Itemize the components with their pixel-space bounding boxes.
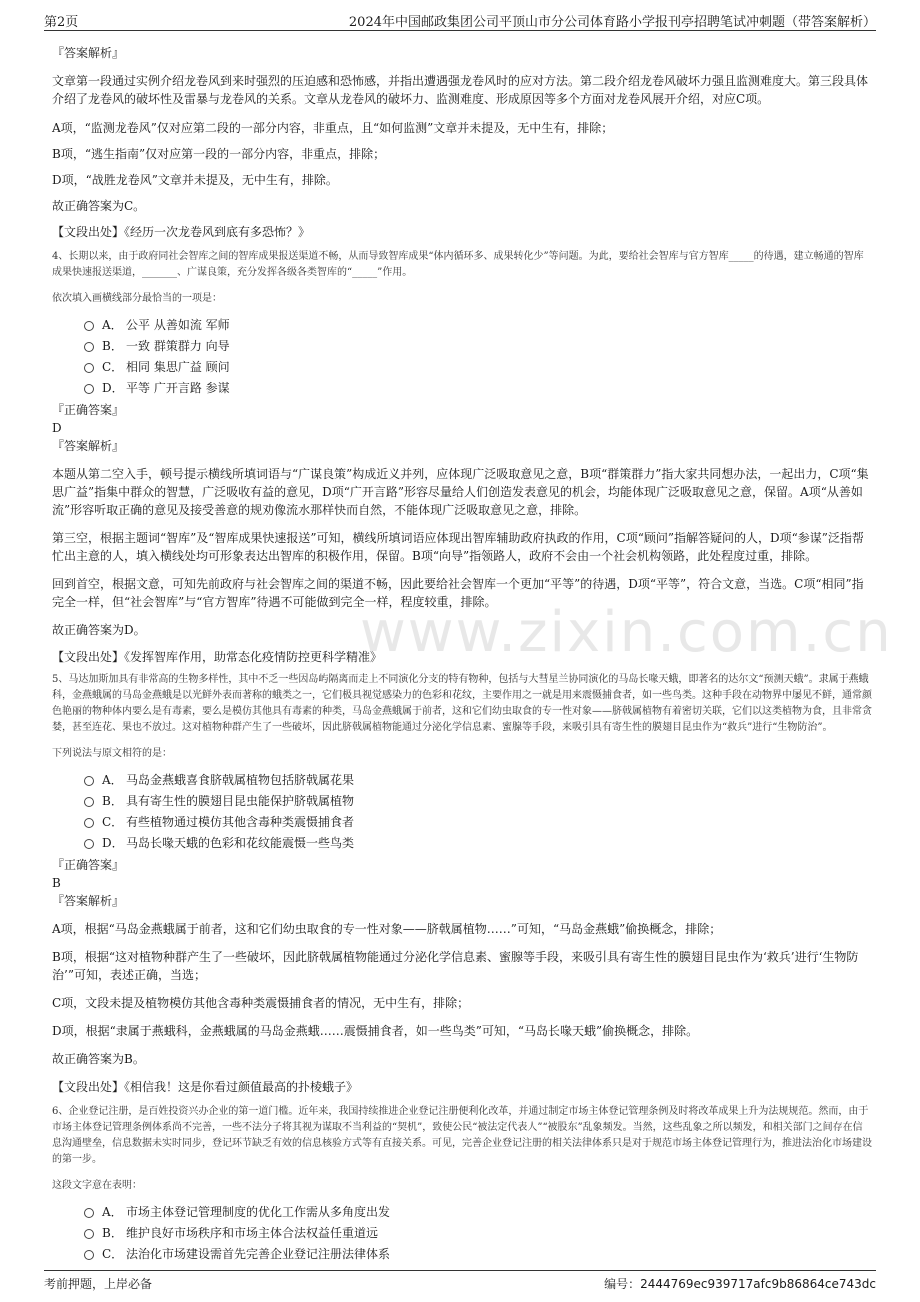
- option-text: 维护良好市场秩序和市场主体合法权益任重道远: [126, 1226, 379, 1240]
- option-text: 一致 群策群力 向导: [126, 339, 230, 353]
- q5-option-a-analysis: A项，根据“马岛金燕蛾属于前者，这和它们幼虫取食的专一性对象——脐戟属植物……”可知，“马岛金燕蛾”偷换概念，排除；: [52, 922, 722, 936]
- radio-icon[interactable]: [84, 818, 94, 828]
- q5-prompt: 下列说法与原文相符的是：: [52, 748, 172, 759]
- q5-answer-label: 『正确答案』: [52, 858, 125, 872]
- option-text: 市场主体登记管理制度的优化工作需从多角度出发: [126, 1205, 391, 1219]
- q4-option-a[interactable]: [84, 315, 872, 336]
- q5-source: 【文段出处】《相信我！这是你看过颜值最高的扑棱蛾子》: [52, 1080, 359, 1094]
- q4-analysis-1: 本题从第二空入手，顿号提示横线所填词语与“广谋良策”构成近义并列，应体现广泛吸取意见之意，B项“群策群力”指大家共同想办法，一起出力，C项“集思广益”指集中群众的智慧，广泛吸收有益的意见，D项“广开言路”形容尽量给人们创造发表意见的机会，均能体现广泛吸取意见之意，保留。A项“从善如流”形容听取正确的意见及接受善意的规劝像流水那样快而自然，不能体现广泛吸取意见之意，排除。: [52, 467, 869, 517]
- q4-conclusion: 故正确答案为D。: [52, 623, 146, 637]
- option-text: 法治化市场建设需首先完善企业登记注册法律体系: [126, 1247, 391, 1261]
- q4-source: 【文段出处】《发挥智库作用，助常态化疫情防控更科学精准》: [52, 650, 383, 664]
- q3-conclusion: 故正确答案为C。: [52, 199, 146, 213]
- q3-option-b-analysis: B项，“逃生指南”仅对应第一段的一部分内容，非重点，排除；: [52, 147, 386, 161]
- option-letter: A．: [102, 318, 123, 332]
- document-id: 编号：2444769ec939717afc9b86864ce743dc: [604, 1277, 876, 1291]
- q5-option-c-analysis: C项，文段未提及植物模仿其他含毒种类震慑捕食者的情况，无中生有，排除；: [52, 996, 470, 1010]
- page-footer: [44, 1270, 876, 1291]
- option-text: 公平 从善如流 军师: [126, 318, 230, 332]
- option-letter: C．: [102, 360, 124, 374]
- q5-option-b-analysis: B项，根据“这对植物种群产生了一些破坏，因此脐戟属植物能通过分泌化学信息素、蜜腺等手段，来吸引具有寄生性的膜翅目昆虫作为‘救兵’进行‘生物防治’”可知，表述正确，当选；: [52, 950, 859, 982]
- radio-icon[interactable]: [84, 776, 94, 786]
- option-text: 具有寄生性的膜翅目昆虫能保护脐戟属植物: [126, 794, 355, 808]
- watermark: www.zixin.com.cn: [360, 600, 893, 665]
- q4-question: 4、长期以来，由于政府同社会智库之间的智库成果报送渠道不畅，从而导致智库成果“体内循环多、成果转化少”等问题。为此，要给社会智库与官方智库_____的待遇，建立畅通的智库成果快速报送渠道，_______、广谋良策，充分发挥各级各类智库的“_____”作用。: [52, 251, 864, 278]
- option-letter: D．: [102, 836, 124, 850]
- q5-option-a[interactable]: [84, 770, 872, 791]
- option-text: 马岛金燕蛾喜食脐戟属植物包括脐戟属花果: [126, 773, 355, 787]
- radio-icon[interactable]: [84, 797, 94, 807]
- option-text: 马岛长喙天蛾的色彩和花纹能震慑一些鸟类: [126, 836, 355, 850]
- q5-analysis-label: 『答案解析』: [52, 894, 125, 908]
- q4-option-d[interactable]: [84, 378, 872, 399]
- radio-icon[interactable]: [84, 363, 94, 373]
- document-body: [52, 40, 872, 1265]
- option-text: 平等 广开言路 参谋: [126, 381, 230, 395]
- q6-option-b[interactable]: [84, 1223, 872, 1244]
- radio-icon[interactable]: [84, 384, 94, 394]
- page-number: 第2页: [44, 15, 79, 30]
- q6-prompt: 这段文字意在表明：: [52, 1180, 142, 1191]
- q3-source: 【文段出处】《经历一次龙卷风到底有多恐怖？》: [52, 225, 311, 239]
- q6-option-a[interactable]: [84, 1202, 872, 1223]
- q4-analysis-3: 回到首空，根据文意，可知先前政府与社会智库之间的渠道不畅，因此要给社会智库一个更加“平等”的待遇，D项“平等”，符合文意，当选。C项“相同”指完全一样，但“社会智库”与“官方智库”待遇不可能做到完全一样，程度较重，排除。: [52, 577, 864, 609]
- q5-option-d-analysis: D项，根据“隶属于燕蛾科，金燕蛾属的马岛金燕蛾……震慑捕食者，如一些鸟类”可知，“马岛长喙天蛾”偷换概念，排除。: [52, 1024, 699, 1038]
- radio-icon[interactable]: [84, 321, 94, 331]
- option-letter: B．: [102, 1226, 123, 1240]
- q3-analysis-text: 文章第一段通过实例介绍龙卷风到来时强烈的压迫感和恐怖感，并指出遭遇强龙卷风时的应对方法。第二段介绍龙卷风破坏力强且监测难度大。第三段具体介绍了龙卷风的破坏性及雷暴与龙卷风的关系。文章从龙卷风的破坏力、监测难度、形成原因等多个方面对龙卷风展开介绍，对应C项。: [52, 74, 869, 106]
- q5-conclusion: 故正确答案为B。: [52, 1052, 145, 1066]
- option-letter: A．: [102, 773, 123, 787]
- q5-option-b[interactable]: [84, 791, 872, 812]
- option-letter: A．: [102, 1205, 123, 1219]
- q6-option-c[interactable]: [84, 1244, 872, 1265]
- q6-options: [52, 1202, 872, 1265]
- radio-icon[interactable]: [84, 839, 94, 849]
- q4-options: [52, 315, 872, 399]
- radio-icon[interactable]: [84, 1250, 94, 1260]
- q4-option-c[interactable]: [84, 357, 872, 378]
- option-letter: B．: [102, 794, 123, 808]
- document-title: 2024年中国邮政集团公司平顶山市分公司体育路小学报刊亭招聘笔试冲刺题（带答案解析）: [348, 15, 876, 30]
- radio-icon[interactable]: [84, 342, 94, 352]
- option-letter: B．: [102, 339, 123, 353]
- q4-prompt: 依次填入画横线部分最恰当的一项是：: [52, 293, 222, 304]
- q4-analysis-label: 『答案解析』: [52, 439, 125, 453]
- q5-option-c[interactable]: [84, 812, 872, 833]
- option-letter: C．: [102, 815, 124, 829]
- option-letter: C．: [102, 1247, 124, 1261]
- footer-slogan: 考前押题，上岸必备: [44, 1277, 153, 1291]
- q3-analysis-label: 『答案解析』: [52, 46, 125, 60]
- q4-option-b[interactable]: [84, 336, 872, 357]
- q5-answer: B: [52, 876, 61, 890]
- q5-options: [52, 770, 872, 854]
- q6-question: 6、企业登记注册，是百姓投资兴办企业的第一道门槛。近年来，我国持续推进企业登记注册便利化改革，并通过制定市场主体登记管理条例及时将改革成果上升为法规规范。然而，由于市场主体登记管理条例体系尚不完善，一些不法分子将其视为谋取不当利益的“契机”，致使公民“被法定代表人”“被股东”乱象频发。当然，这些乱象之所以频发，和相关部门之间存在信息沟通壁垒，信息数据未实时同步，登记环节缺乏有效的信息核验方式等有直接关系。可见，完善企业登记注册的相关法律体系只是对于规范市场主体登记管理行为，推进法治化市场建设的第一步。: [52, 1106, 872, 1165]
- q3-option-d-analysis: D项，“战胜龙卷风”文章并未提及，无中生有，排除。: [52, 173, 338, 187]
- option-text: 相同 集思广益 顾问: [126, 360, 230, 374]
- option-text: 有些植物通过模仿其他含毒种类震慑捕食者: [126, 815, 355, 829]
- q4-answer-label: 『正确答案』: [52, 403, 125, 417]
- q4-answer: D: [52, 421, 62, 435]
- q4-analysis-2: 第三空，根据主题词“智库”及“智库成果快速报送”可知，横线所填词语应体现出智库辅助政府执政的作用，C项“顾问”指解答疑问的人，D项“参谋”泛指帮忙出主意的人，填入横线处均可形象表达出智库的积极作用，保留。B项“向导”指领路人，政府不会由一个社会机构领路，此处程度过重，排除。: [52, 531, 864, 563]
- q5-question: 5、马达加斯加具有非常高的生物多样性，其中不乏一些因岛屿隔离而走上不同演化分支的特有物种，包括与大彗星兰协同演化的马岛长喙天蛾，即著名的达尔文“预测天蛾”。隶属于燕蛾科，金燕蛾属的马岛金燕蛾是以光鲜外表而著称的蛾类之一，它们极具视觉感染力的色彩和花纹，主要作用之一就是用来震慑捕食者，如一些鸟类。这种手段在动物界中屡见不鲜，通常颜色艳丽的物种体内要么是有毒素，要么是模仿其他具有毒素的种类，马岛金燕蛾属于前者，这和它们幼虫取食的专一性对象——脐戟属植物有着密切关联，它们以这类植物为食，且非常贪婪，甚至连花、果也不放过。这对植物种群产生了一些破坏，因此脐戟属植物能通过分泌化学信息素、蜜腺等手段，来吸引具有寄生性的膜翅目昆虫作为“救兵”进行“生物防治”。: [52, 674, 872, 733]
- radio-icon[interactable]: [84, 1208, 94, 1218]
- page-header: [44, 8, 876, 31]
- q3-option-a-analysis: A项，“监测龙卷风”仅对应第二段的一部分内容，非重点，且“如何监测”文章并未提及，无中生有，排除；: [52, 121, 614, 135]
- q5-option-d[interactable]: [84, 833, 872, 854]
- radio-icon[interactable]: [84, 1229, 94, 1239]
- option-letter: D．: [102, 381, 124, 395]
